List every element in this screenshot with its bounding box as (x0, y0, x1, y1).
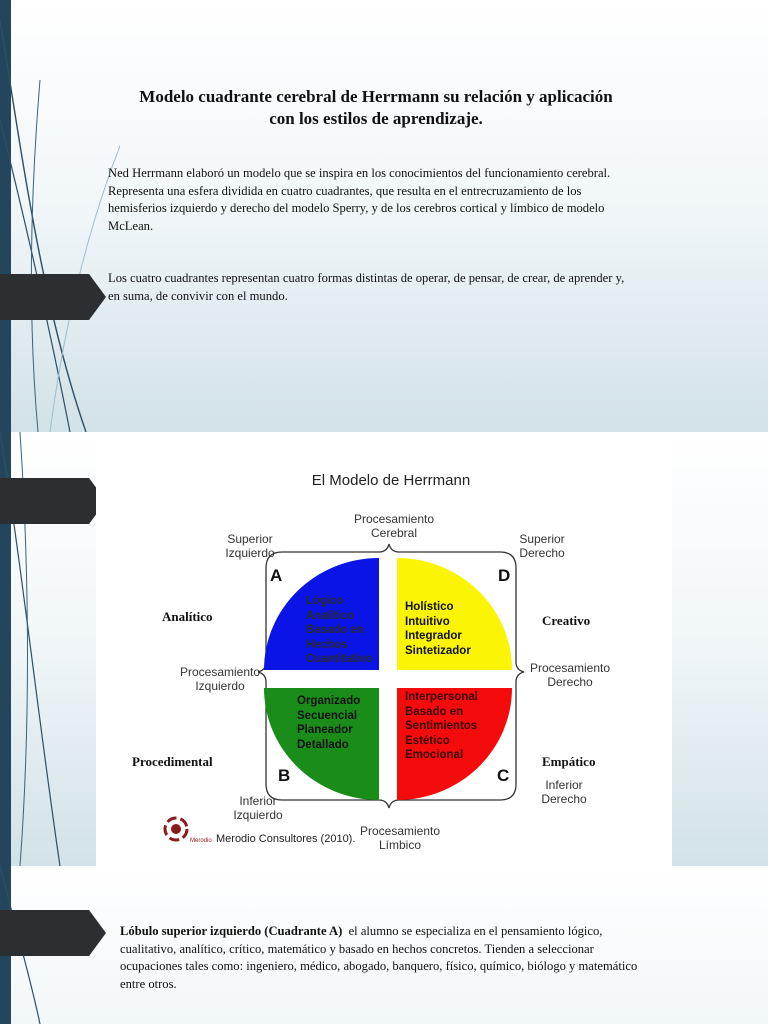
slide-title (100, 86, 652, 130)
diagram-title: El Modelo de Herrmann (311, 472, 471, 489)
label-superior-derecho: Superior Derecho (519, 532, 565, 560)
slide-1 (0, 0, 768, 432)
cuadrante-a-body: el alumno se especializa en el pensamiento lógico, cualitativo, analítico, crítico, matemático y basado en hechos concretos. Tienden a seleccionar ocupaciones tales como: ingeniero, médico, abogado, banquero, físico, químico, biólogo y matemático entre otros. (120, 924, 638, 991)
herrmann-diagram (96, 442, 672, 866)
label-empatico: Empático (542, 754, 596, 769)
section-tab (0, 478, 106, 524)
label-procesamiento-izquierdo: Procesamiento Izquierdo (179, 665, 261, 693)
label-procesamiento-cerebral: Procesamiento Cerebral (353, 512, 435, 540)
section-tab (0, 274, 106, 320)
slide-2 (0, 432, 768, 866)
quadrants-paragraph: Los cuatro cuadrantes representan cuatro formas distintas de operar, de pensar, de crear, de aprender y, en suma, de convivir con el mundo. (108, 271, 625, 303)
quadrant-a-text: Lógico Analítico Basado en Hechos Cuantitativo (306, 595, 373, 665)
decorative-lines (0, 0, 120, 432)
label-analitico: Analítico (162, 609, 213, 624)
title-line-2: con los estilos de aprendizaje. (269, 109, 483, 128)
quadrant-d-letter: D (498, 566, 511, 585)
section-tab (0, 910, 106, 956)
quadrant-b-letter: B (278, 766, 291, 785)
label-procedimental: Procedimental (132, 754, 213, 769)
merodio-logo-icon (165, 818, 187, 840)
label-inferior-derecho: Inferior Derecho (541, 778, 587, 806)
quadrant-c-letter: C (497, 766, 510, 785)
quadrant-b-text: Organizado Secuencial Planeador Detallado (297, 695, 361, 751)
label-inferior-izquierdo: Inferior Izquierdo (233, 794, 283, 822)
quadrant-a-letter: A (270, 566, 283, 585)
quadrant-c-text: Interpersonal Basado en Sentimientos Estético Emocional (405, 691, 478, 761)
diagram-credit: Merodio Consultores (2010). (216, 833, 356, 845)
cuadrante-a-lead: Lóbulo superior izquierdo (Cuadrante A) (120, 924, 343, 938)
label-superior-izquierdo: Superior Izquierdo (225, 532, 275, 560)
logo-caption: Merodio (190, 838, 212, 844)
label-procesamiento-derecho: Procesamiento Derecho (529, 661, 611, 689)
title-line-1: Modelo cuadrante cerebral de Herrmann su relación y aplicación (139, 87, 613, 106)
cuadrante-a-paragraph (120, 923, 650, 993)
intro-paragraph: Ned Herrmann elaboró un modelo que se inspira en los conocimientos del funcionamiento cerebral. Representa una esfera dividida en cuatro cuadrantes, que resulta en el entrecruzamiento de los hemisferios izquierdo y derecho del modelo Sperry, y de los cerebros cortical y límbico de modelo McLean. (108, 166, 611, 233)
label-creativo: Creativo (542, 613, 591, 628)
quadrant-d-text: Holístico Intuitivo Integrador Sintetizador (405, 601, 471, 657)
label-procesamiento-limbico: Procesamiento Límbico (359, 824, 441, 852)
slide-3 (0, 866, 768, 1024)
